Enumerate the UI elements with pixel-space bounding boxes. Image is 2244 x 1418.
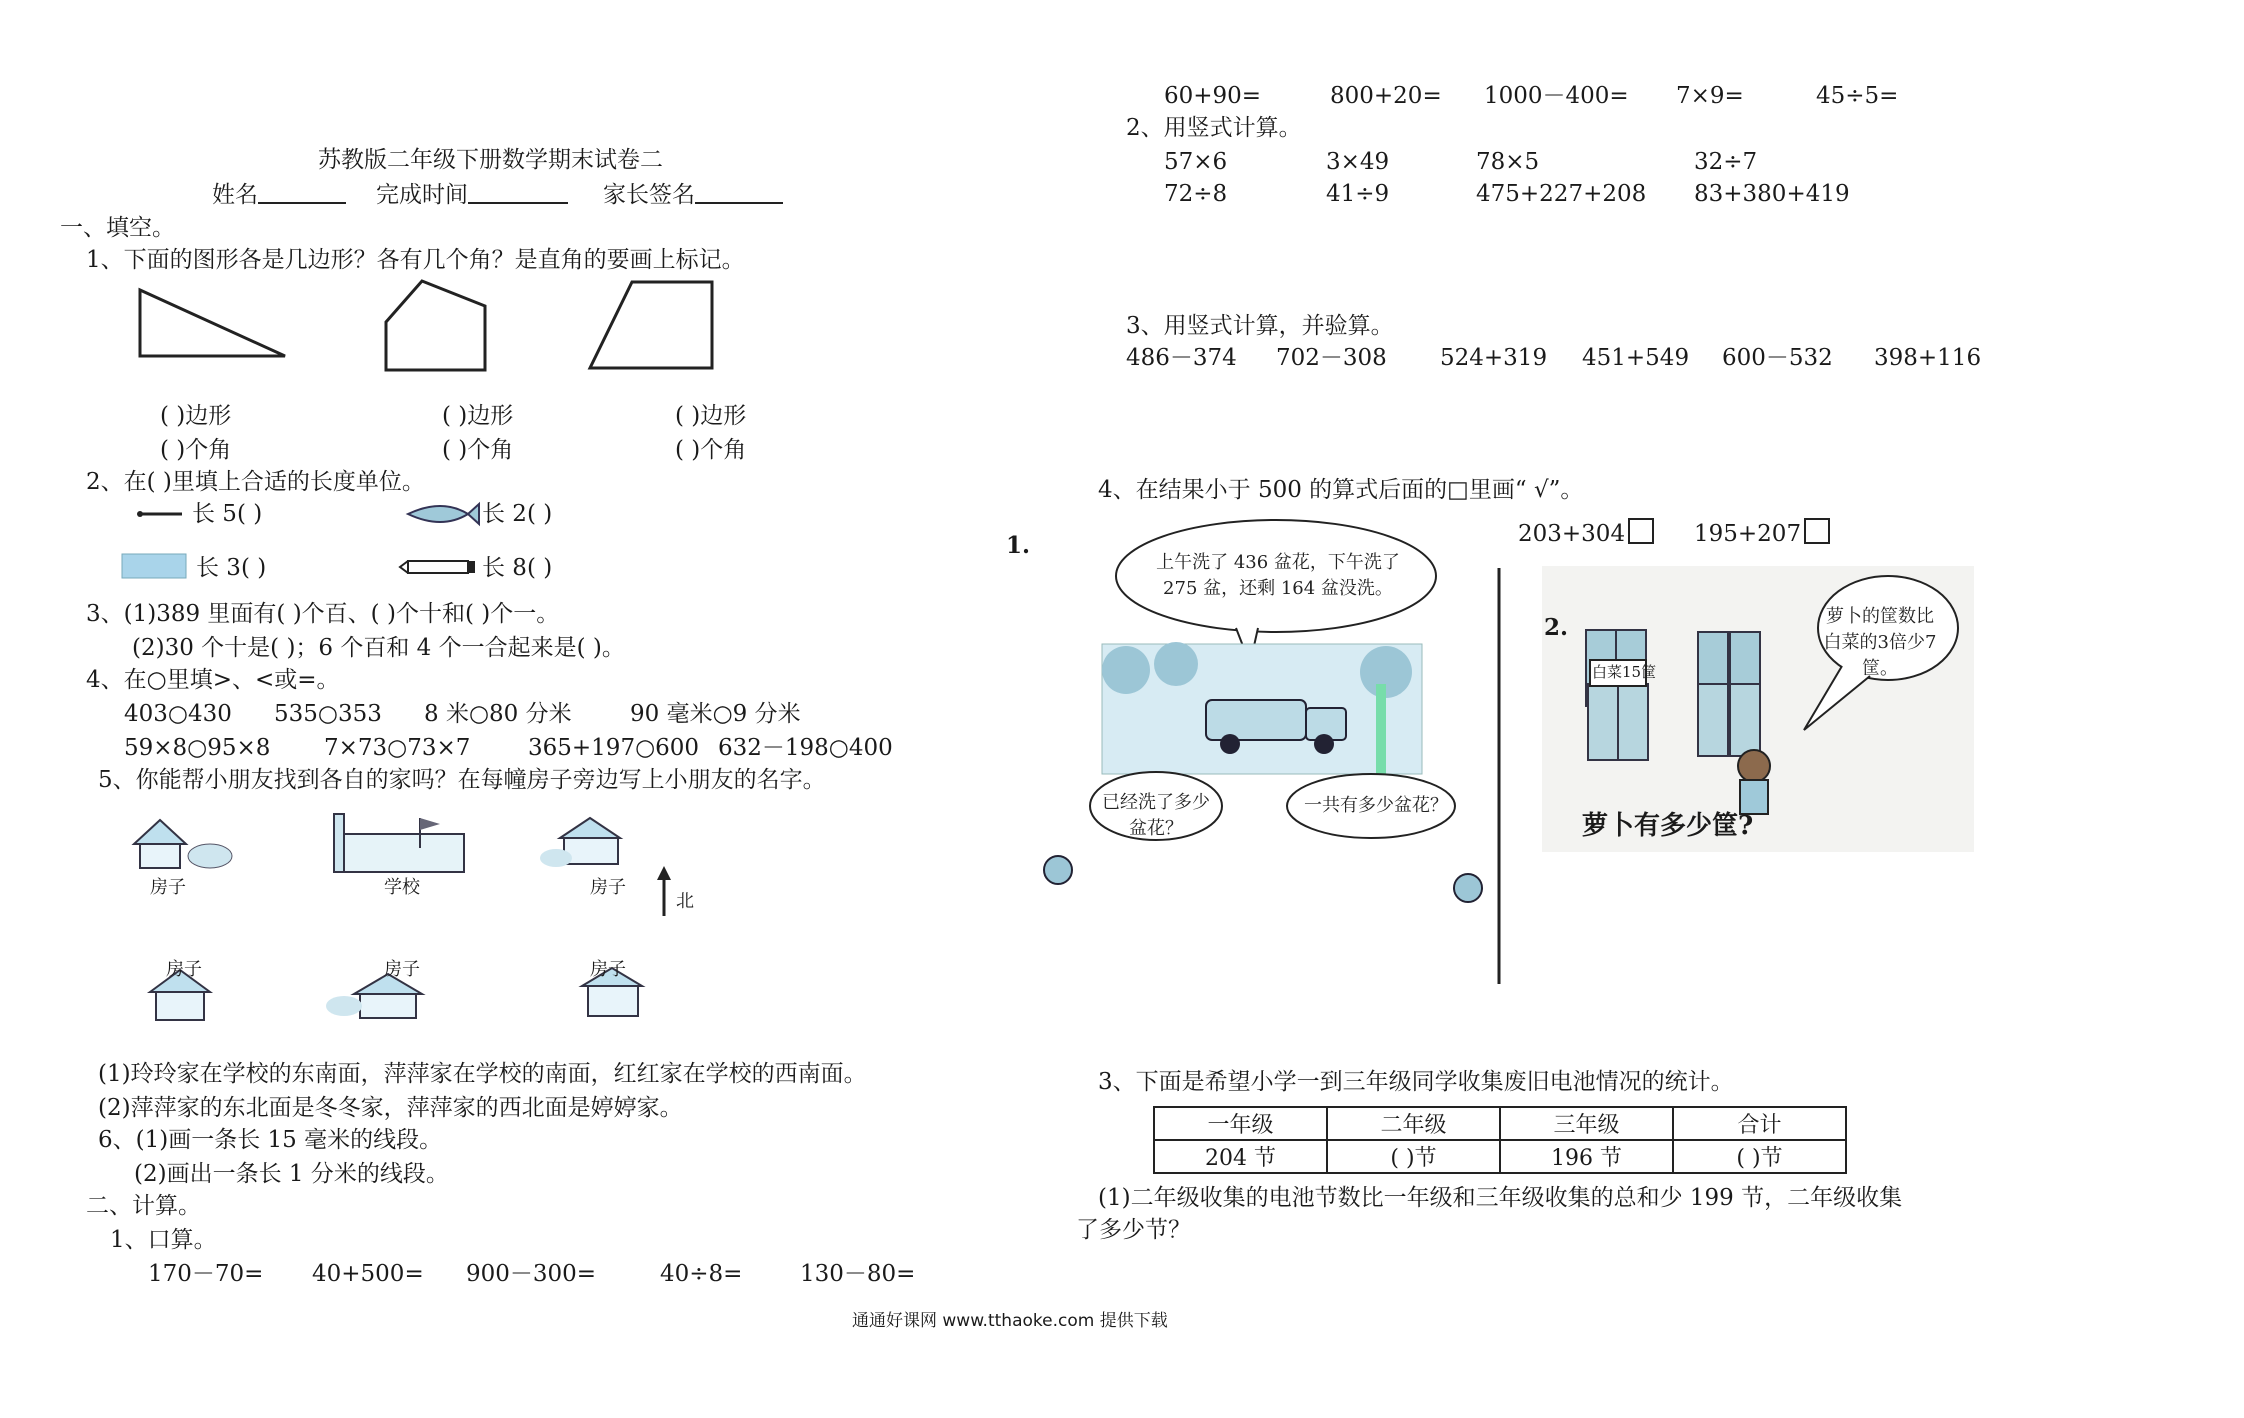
oral-item[interactable]: 40÷8= [660,1261,743,1287]
vertical-label: 2、用竖式计算。 [1126,115,1302,141]
check-label: 3、用竖式计算，并验算。 [1126,313,1394,339]
problem1-question-right: 一共有多少盆花？ [1304,795,1448,816]
compare-item[interactable]: 59×8○95×8 [124,735,271,761]
problem1-bubble-text: 上午洗了 436 盆花，下午洗了 275 盆，还剩 164 盆没洗。 [1156,552,1400,599]
blank-angles-2[interactable]: ( )个角 [442,437,514,463]
q4-text: 4、在○里填>、<或=。 [86,667,340,693]
table-cell: 204 节 [1154,1140,1327,1173]
table-row [1154,1140,1846,1173]
compare-item[interactable]: 8 米○80 分米 [424,701,572,727]
page-title: 苏教版二年级下册数学期末试卷二 [318,147,663,173]
map-label: 房子 [384,959,420,980]
oral-item[interactable]: 45÷5= [1816,83,1899,109]
table-cell-blank[interactable]: ( )节 [1673,1140,1846,1173]
oral-item[interactable]: 1000－400= [1484,83,1629,109]
name-field [212,180,346,209]
problem2-number: 2. [1544,614,1569,641]
oral-item[interactable]: 130－80= [800,1261,916,1287]
compare-item[interactable]: 632－198○400 [718,735,893,761]
length-item-4[interactable]: 长 8( ) [482,555,553,581]
map-label: 房子 [590,959,626,980]
north-arrow-icon [657,866,671,916]
length-item-3[interactable]: 长 3( ) [196,555,267,581]
q3-line1: 3、(1)389 里面有( )个百、( )个十和( )个一。 [86,601,560,627]
problem2-sign: 白菜15筐 [1592,663,1657,681]
check-item[interactable]: 398+116 [1874,345,1982,371]
problem2-question: 萝卜有多少筐? [1582,811,1754,841]
time-field [376,180,568,209]
table-cell: 196 节 [1500,1140,1673,1173]
blank-angles-3[interactable]: ( )个角 [675,437,747,463]
q5-clue1: (1)玲玲家在学校的东南面，萍萍家在学校的南面，红红家在学校的西南面。 [98,1061,867,1087]
blank-sides-1[interactable]: ( )边形 [160,403,232,429]
north-label: 北 [676,891,694,912]
table-header: 一年级 [1154,1107,1327,1140]
polygon-shapes [130,276,730,380]
needle-icon [136,504,186,524]
vertical-item[interactable]: 41÷9 [1326,181,1390,207]
vertical-item[interactable]: 32÷7 [1694,149,1758,175]
q5-text: 5、你能帮小朋友找到各自的家吗？在每幢房子旁边写上小朋友的名字。 [98,767,826,793]
compare-item[interactable]: 90 毫米○9 分米 [630,701,801,727]
table-header: 二年级 [1327,1107,1500,1140]
check-item[interactable]: 451+549 [1582,345,1690,371]
basket-stack-icon [1586,630,1648,760]
table-header: 三年级 [1500,1107,1673,1140]
parent-field [603,180,783,209]
oral-item[interactable]: 170－70= [148,1261,264,1287]
fish-icon [404,500,480,528]
compare-item[interactable]: 403○430 [124,701,232,727]
map-label: 房子 [150,877,186,898]
oral-item[interactable]: 900－300= [466,1261,597,1287]
q3-line2: (2)30 个十是( )；6 个百和 4 个一合起来是( )。 [132,635,625,661]
compare-item[interactable]: 365+197○600 [528,735,700,761]
parent-label: 家长签名 [603,182,695,208]
q6-line1: 6、(1)画一条长 15 毫米的线段。 [98,1127,443,1153]
check-item[interactable]: 600－532 [1722,345,1833,371]
vertical-item[interactable]: 78×5 [1476,149,1540,175]
table-cell-blank[interactable]: ( )节 [1327,1140,1500,1173]
vertical-item[interactable]: 3×49 [1326,149,1390,175]
check-item[interactable]: 702－308 [1276,345,1387,371]
q4-check-label: 4、在结果小于 500 的算式后面的□里画“ √”。 [1098,477,1584,503]
length-item-1[interactable]: 长 5( ) [192,501,263,527]
triangle-shape [140,290,285,356]
checkbox[interactable] [1628,518,1654,544]
vertical-item[interactable]: 57×6 [1164,149,1228,175]
compare-item[interactable]: 535○353 [274,701,382,727]
blank-sides-3[interactable]: ( )边形 [675,403,747,429]
problem3-text: 3、下面是希望小学一到三年级同学收集废旧电池情况的统计。 [1098,1069,1734,1095]
eraser-icon [120,552,190,580]
basket-stack-icon [1698,632,1760,756]
check-box-expr: 195+207 [1694,521,1802,547]
vertical-item[interactable]: 83+380+419 [1694,181,1850,207]
checkbox[interactable] [1804,518,1830,544]
check-box-expr: 203+304 [1518,521,1626,547]
divider-line [1496,568,1502,984]
q1-text: 1、下面的图形各是几边形？各有几个角？是直角的要画上标记。 [86,247,745,273]
time-label: 完成时间 [376,182,468,208]
school-icon [334,814,464,872]
q2-text: 2、在( )里填上合适的长度单位。 [86,469,425,495]
problem3-question-cont: 了多少节？ [1076,1217,1191,1243]
trapezoid-shape [590,282,712,368]
section-fill-heading: 一、填空。 [60,215,175,241]
problem2-bubble-text: 萝卜的筐数比白菜的3倍少7筐。 [1823,606,1937,679]
neighborhood-map [120,808,720,1048]
vertical-item[interactable]: 72÷8 [1164,181,1228,207]
oral-item[interactable]: 60+90= [1164,83,1262,109]
vertical-item[interactable]: 475+227+208 [1476,181,1647,207]
character-icon [1044,856,1072,884]
compare-item[interactable]: 7×73○73×7 [324,735,471,761]
table-header: 合计 [1673,1107,1846,1140]
oral-label: 1、口算。 [110,1227,217,1253]
house-icon [540,818,620,867]
pentagon-shape [386,281,485,370]
map-label: 房子 [590,877,626,898]
oral-item[interactable]: 800+20= [1330,83,1442,109]
problem1-number: 1. [1006,532,1031,559]
map-label: 学校 [384,877,420,898]
problem1-question-left: 已经洗了多少盆花？ [1102,792,1210,839]
pencil-icon [398,558,478,576]
oral-item[interactable]: 7×9= [1676,83,1744,109]
map-label: 房子 [166,959,202,980]
monkey-icon [1738,750,1770,814]
q6-line2: (2)画出一条长 1 分米的线段。 [134,1161,449,1187]
check-box-item[interactable] [1694,518,1830,548]
battery-table [1153,1106,1847,1174]
character-icon [1454,874,1482,902]
section-calc-heading: 二、计算。 [86,1193,201,1219]
problem3-question: (1)二年级收集的电池节数比一年级和三年级收集的总和少 199 节，二年级收集 [1098,1185,1903,1211]
table-header-row [1154,1107,1846,1140]
blank-angles-1[interactable]: ( )个角 [160,437,232,463]
length-item-2[interactable]: 长 2( ) [482,501,553,527]
blank-sides-2[interactable]: ( )边形 [442,403,514,429]
footer-credit: 通通好课网 www.tthaoke.com 提供下载 [852,1311,1168,1331]
check-item[interactable]: 524+319 [1440,345,1548,371]
oral-item[interactable]: 40+500= [312,1261,424,1287]
name-label: 姓名 [212,182,258,208]
check-box-item[interactable] [1518,518,1654,548]
check-item[interactable]: 486－374 [1126,345,1237,371]
house-icon [134,820,232,868]
q5-clue2: (2)萍萍家的东北面是冬冬家，萍萍家的西北面是婷婷家。 [98,1095,683,1121]
